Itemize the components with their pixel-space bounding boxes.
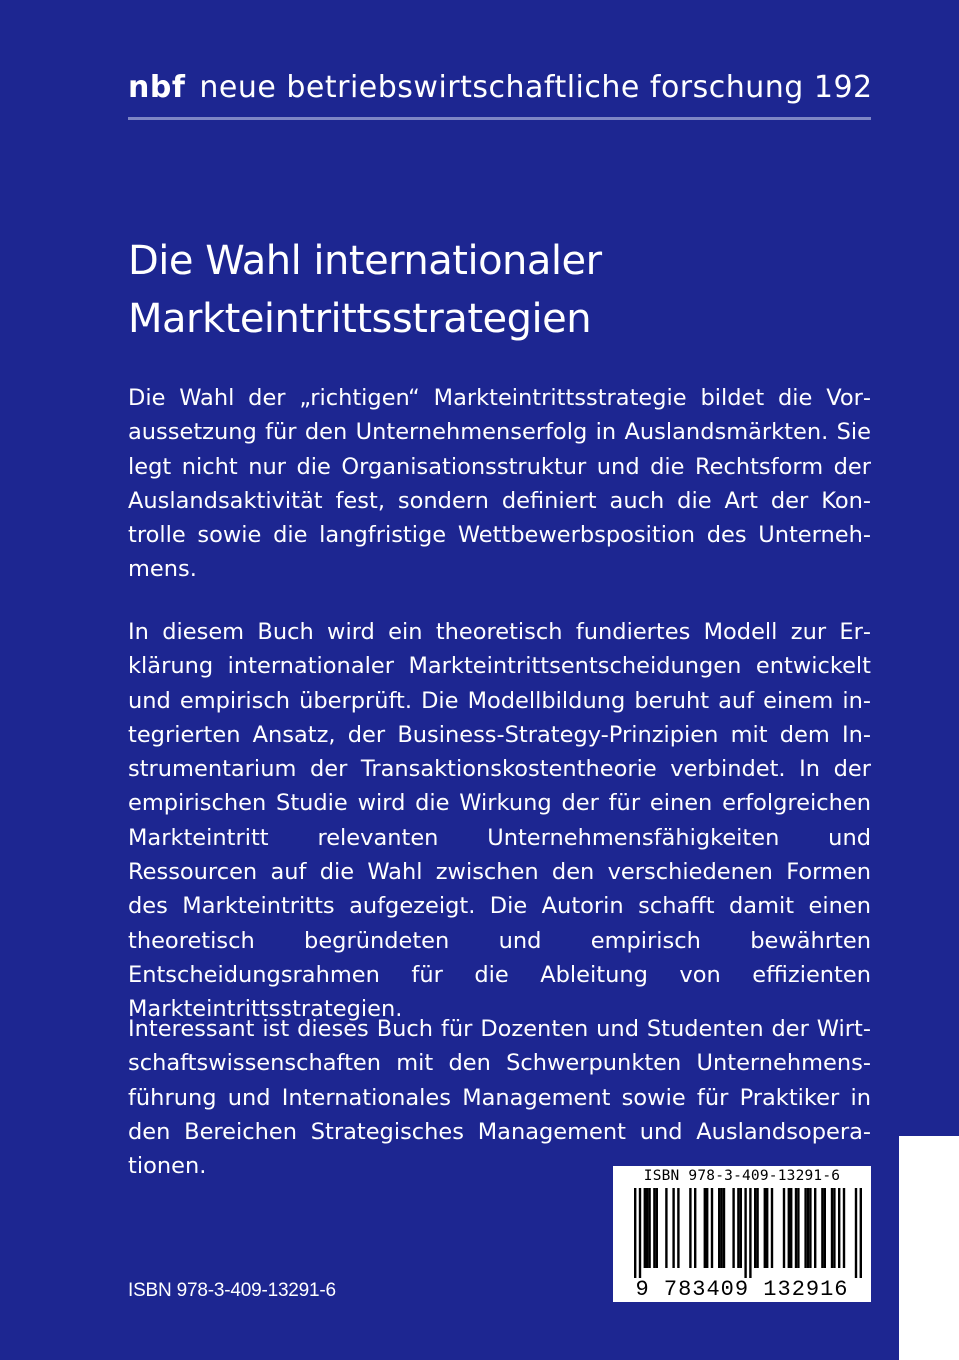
barcode-guard-bar	[860, 1188, 862, 1278]
barcode-bars	[619, 1188, 865, 1278]
barcode-bar	[766, 1188, 768, 1268]
series-name: neue betriebswirtschaftliche forschung 192	[199, 70, 873, 105]
barcode-bar	[843, 1188, 845, 1268]
barcode-bar	[764, 1188, 766, 1268]
book-title	[128, 232, 868, 348]
barcode-bar	[821, 1188, 823, 1268]
barcode-bar	[689, 1188, 691, 1268]
description-paragraph-1: Die Wahl der „richtigen“ Markteintrittsstrategie bildet die Voraussetzung für den Unternehmenserfolg in Auslandsmärkten. Sie legt nicht nur die Organisationsstruktur und die Rechtsform der Auslandsaktivität fest, sondern definiert auch die Art der Kontrolle sowie die langfristige Wettbewerbsposition des Unternehmens.	[128, 385, 871, 583]
barcode-bar	[783, 1188, 785, 1268]
barcode-bar	[771, 1188, 773, 1268]
barcode-bar	[704, 1188, 706, 1268]
barcode-bar	[706, 1188, 708, 1268]
isbn-barcode	[613, 1166, 871, 1302]
barcode-bar	[833, 1188, 835, 1268]
barcode-bar	[824, 1188, 826, 1268]
white-edge-strip	[899, 1136, 959, 1360]
barcode-bar	[788, 1188, 790, 1268]
barcode-bar	[656, 1188, 658, 1268]
barcode-bar	[838, 1188, 840, 1268]
barcode-bar	[795, 1188, 797, 1268]
barcode-bar	[672, 1188, 674, 1268]
description-paragraph-2: In diesem Buch wird ein theoretisch fundiertes Modell zur Erklärung internationaler Markteintrittsentscheidungen entwickelt und empirisch überprüft. Die Modellbildung beruht auf einem integrierten Ansatz, der Business-Strategy-Prinzipien mit dem Instrumentarium der Transaktionskostentheorie verbindet. In der empirischen Studie wird die Wirkung der für einen erfolgreichen Markteintritt relevanten Unternehmensfähigkeiten und Ressourcen auf die Wahl zwischen den verschiedenen Formen des Markteintritts aufgezeigt. Die Autorin schafft damit einen theoretisch begründeten und empirisch bewährten Entscheidungsrahmen für die Ableitung von effizienten Markteintrittsstrategien.	[128, 619, 871, 1023]
barcode-bar	[648, 1188, 650, 1268]
barcode-bar	[732, 1188, 734, 1268]
barcode-bar	[646, 1188, 648, 1268]
barcode-bar	[740, 1188, 742, 1268]
barcode-bar	[720, 1188, 722, 1268]
barcode-bar	[665, 1188, 667, 1268]
barcode-bar	[809, 1188, 811, 1268]
barcode-bar	[756, 1188, 758, 1268]
barcode-bar	[754, 1188, 756, 1268]
isbn-label: ISBN 978-3-409-13291-6	[128, 1280, 336, 1301]
barcode-bar	[711, 1188, 713, 1268]
book-title-line-2: Markteintrittsstrategien	[128, 296, 592, 342]
barcode-bar	[653, 1188, 655, 1268]
barcode-bar	[790, 1188, 792, 1268]
barcode-guard-bar	[855, 1188, 857, 1278]
header-divider	[128, 117, 871, 120]
barcode-bar	[804, 1188, 806, 1268]
barcode-bar	[723, 1188, 725, 1268]
series-line	[128, 70, 873, 105]
barcode-bar	[797, 1188, 799, 1268]
barcode-guard-bar	[744, 1188, 746, 1278]
barcode-guard-bar	[639, 1188, 641, 1278]
barcode-bar	[814, 1188, 816, 1268]
barcode-digits: 9 783409 132916	[635, 1277, 849, 1302]
barcode-bar	[644, 1188, 646, 1268]
barcode-bar	[737, 1188, 739, 1268]
series-abbreviation: nbf	[128, 70, 186, 105]
barcode-bar	[677, 1188, 679, 1268]
barcode-bar	[718, 1188, 720, 1268]
barcode-guard-bar	[749, 1188, 751, 1278]
book-title-line-1: Die Wahl internationaler	[128, 238, 602, 284]
barcode-isbn-header: ISBN 978-3-409-13291-6	[643, 1168, 841, 1184]
barcode-guard-bar	[634, 1188, 636, 1278]
barcode-bar	[807, 1188, 809, 1268]
barcode-bar	[694, 1188, 696, 1268]
description-paragraph-3: Interessant ist dieses Buch für Dozenten und Studenten der Wirtschaftswissenschaften mit den Schwerpunkten Unternehmensführung und Internationales Management sowie für Praktiker in den Bereichen Strategisches Management und Auslandsoperationen.	[128, 1016, 871, 1180]
barcode-bar	[831, 1188, 833, 1268]
